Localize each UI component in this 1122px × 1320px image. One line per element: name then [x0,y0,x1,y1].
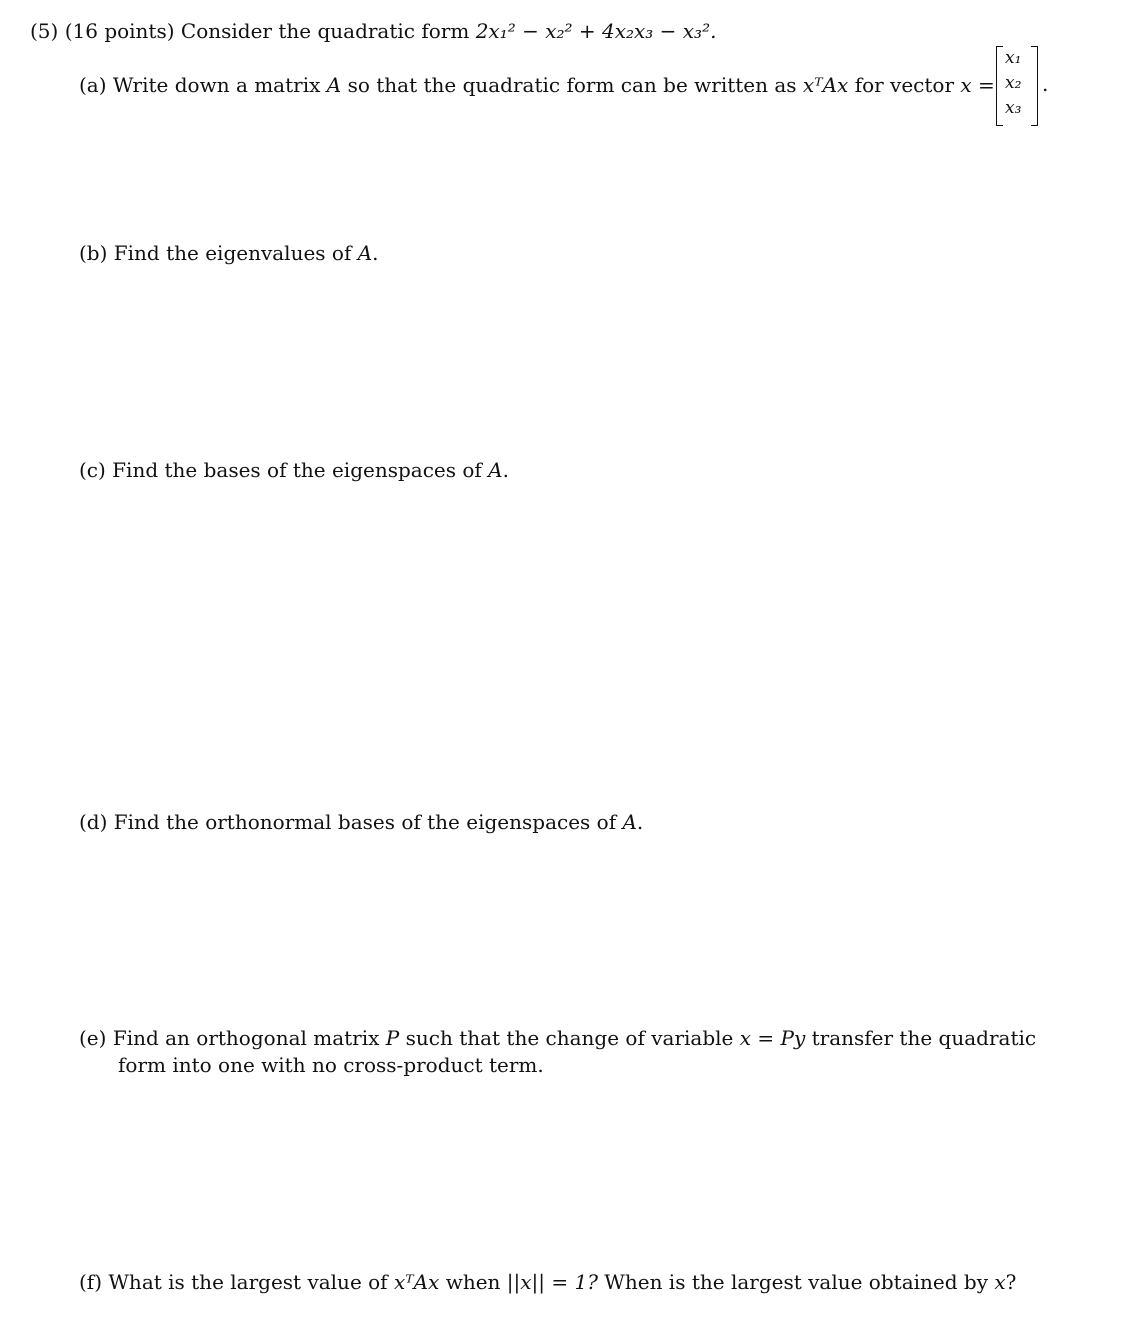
part-b-end: . [372,241,379,265]
part-d-end: . [636,810,644,834]
quadratic-form: 2x₁² − x₂² + 4x₂x₃ − x₃². [475,19,717,43]
problem-number: (5) [30,19,59,43]
part-f-end: ? [1005,1270,1017,1294]
part-c [79,457,509,483]
part-a [79,72,995,98]
part-f-var: x [994,1270,1006,1294]
part-f-expr: xᵀAx [393,1270,440,1294]
part-b-var: A [357,241,373,265]
part-e-text-a: Find an orthogonal matrix [112,1026,380,1050]
problem-points: (16 points) [64,19,175,43]
part-f-text-c: When is the largest value obtained by [604,1270,988,1294]
part-b-label: (b) [79,241,108,265]
problem-header [30,18,716,44]
part-a-var-A: A [326,73,342,97]
part-a-text-before: Write down a matrix [112,73,321,97]
part-d [79,809,643,835]
part-a-end: . [1042,72,1049,96]
part-e-line-2 [118,1052,544,1078]
part-e-text-b: such that the change of variable [405,1026,734,1050]
part-a-text-after: for vector [854,73,955,97]
part-e-text-c: transfer the quadratic [811,1026,1037,1050]
problem-intro: Consider the quadratic form [180,19,470,43]
part-a-label: (a) [79,73,107,97]
part-b-text: Find the eigenvalues of [113,241,352,265]
part-a-vec-eq: x = [960,73,995,97]
vector-entry-1: x₁ [1005,48,1022,68]
part-e-var-P: P [385,1026,400,1050]
vector-entry-2: x₂ [1005,73,1022,93]
part-d-text: Find the orthonormal bases of the eigenspaces of [113,810,617,834]
part-f-text-a: What is the largest value of [108,1270,388,1294]
part-e-label: (e) [79,1026,107,1050]
part-f [79,1269,1016,1295]
part-f-text-b: when [445,1270,501,1294]
part-c-end: . [502,458,509,482]
part-e-eq: x = Py [739,1026,806,1050]
vector-x-matrix [996,46,1038,126]
part-a-expr: xᵀAx [802,73,849,97]
part-b [79,240,379,266]
part-c-var: A [488,458,503,482]
part-d-var: A [622,810,637,834]
part-e-line-1 [79,1025,1036,1051]
part-e-text-line2: form into one with no cross-product term. [118,1053,544,1077]
part-c-label: (c) [79,458,106,482]
part-f-label: (f) [79,1270,103,1294]
part-a-text-mid: so that the quadratic form can be written as [347,73,797,97]
part-f-norm: ||x|| = 1? [506,1270,598,1294]
part-c-text: Find the bases of the eigenspaces of [112,458,482,482]
part-d-label: (d) [79,810,108,834]
vector-entry-3: x₃ [1005,98,1022,118]
